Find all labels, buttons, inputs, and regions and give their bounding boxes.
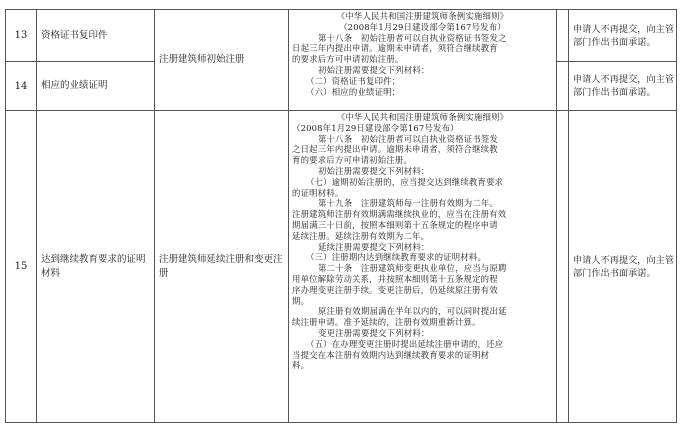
table-row <box>6 111 677 423</box>
basis-line: 初始注册需要提交下列材料： <box>318 165 430 176</box>
basis-line: （2008年1月29日建设部令第167号发布） <box>339 21 506 32</box>
basis-line: 变更注册需要提交下列材料： <box>318 327 430 338</box>
note-cell: 申请人不再提交，向主管部门作出书面承诺。 <box>569 62 677 111</box>
basis-line: （六）相应的业绩证明； <box>306 86 401 97</box>
basis-line: （五）在办理变更注册时提出延续注册申请的，还应 <box>306 338 504 349</box>
basis-line: 当提交在本注册有效期内达到继续教育要求的证明材 <box>292 349 490 360</box>
basis-line: 的要求后方可申请初始注册。 <box>292 54 404 65</box>
note-cell: 申请人不再提交，向主管部门作出书面承诺。 <box>569 10 677 62</box>
matter-name: 注册建筑师延续注册和变更注册 <box>155 111 289 423</box>
basis-line: 第十八条 初始注册者可以自执业资格证书签发 <box>318 133 499 144</box>
basis-line: 《中华人民共和国注册建筑师条例实施细则》 <box>336 11 509 21</box>
basis-line: 初始注册需要提交下列材料： <box>318 64 430 75</box>
basis-line: 注册建筑师注册有效期满需继续执业的，应当在注册有效 <box>292 209 507 220</box>
basis-line: 原注册有效期届满在半年以内的，可以同时提出延 <box>318 306 507 317</box>
basis-line: 的证明材料。 <box>292 187 344 198</box>
matter-name: 注册建筑师初始注册 <box>155 10 289 111</box>
basis-line: 期届满三十日前，按照本细则第十五条规定的程序申请 <box>292 219 498 230</box>
material-name: 资格证书复印件 <box>37 10 155 62</box>
basis-line: 之日起三年内提出申请。逾期未申请者，须符合继续教 <box>292 144 498 155</box>
basis-line: 期。 <box>292 295 310 306</box>
blank-cell <box>557 111 569 423</box>
legal-basis <box>289 10 557 111</box>
basis-line: 用单位解除劳动关系，并按照本细则第十五条规定的程 <box>292 273 498 284</box>
material-name: 相应的业绩证明 <box>37 62 155 111</box>
row-number: 15 <box>6 111 37 423</box>
basis-line: 第十八条 初始注册者可以自执业资格证书签发之 <box>318 32 507 43</box>
basis-line: 日起三年内提出申请。逾期未申请者，须符合继续教育 <box>292 43 498 54</box>
basis-line: 育的要求后方可申请初始注册。 <box>292 155 413 166</box>
basis-line: 序办理变更注册手续。变更注册后，仍延续原注册有效 <box>292 284 498 295</box>
blank-cell <box>557 62 569 111</box>
basis-line: （三）注册期内达到继续教育要求的证明材料。 <box>306 252 487 263</box>
material-name: 达到继续教育要求的证明材料 <box>37 111 155 423</box>
blank-cell <box>557 10 569 62</box>
legal-basis <box>289 111 557 423</box>
row-number: 14 <box>6 62 37 111</box>
row-number: 13 <box>6 10 37 62</box>
requirements-table <box>5 9 677 423</box>
basis-line: （二）资格证书复印件； <box>306 75 401 86</box>
basis-line: 续注册申请。准予延续的，注册有效期重新计算。 <box>292 317 481 328</box>
basis-line: 料。 <box>292 360 310 371</box>
basis-line: 第二十条 注册建筑师变更执业单位，应当与原聘 <box>318 263 507 274</box>
basis-line: （七）逾期初始注册的，应当提交达到继续教育要求 <box>306 176 504 187</box>
basis-line: （2008年1月29日建设部令第167号发布） <box>292 122 459 133</box>
basis-line: 《中华人民共和国注册建筑师条例实施细则》 <box>336 112 509 122</box>
table-row <box>6 10 677 62</box>
basis-line: 延续注册需要提交下列材料： <box>318 241 430 252</box>
note-cell: 申请人不再提交，向主管部门作出书面承诺。 <box>569 111 677 423</box>
basis-line: 延续注册。延续注册有效期为二年。 <box>292 230 430 241</box>
basis-line: 第十九条 注册建筑师每一注册有效期为二年。 <box>318 198 499 209</box>
